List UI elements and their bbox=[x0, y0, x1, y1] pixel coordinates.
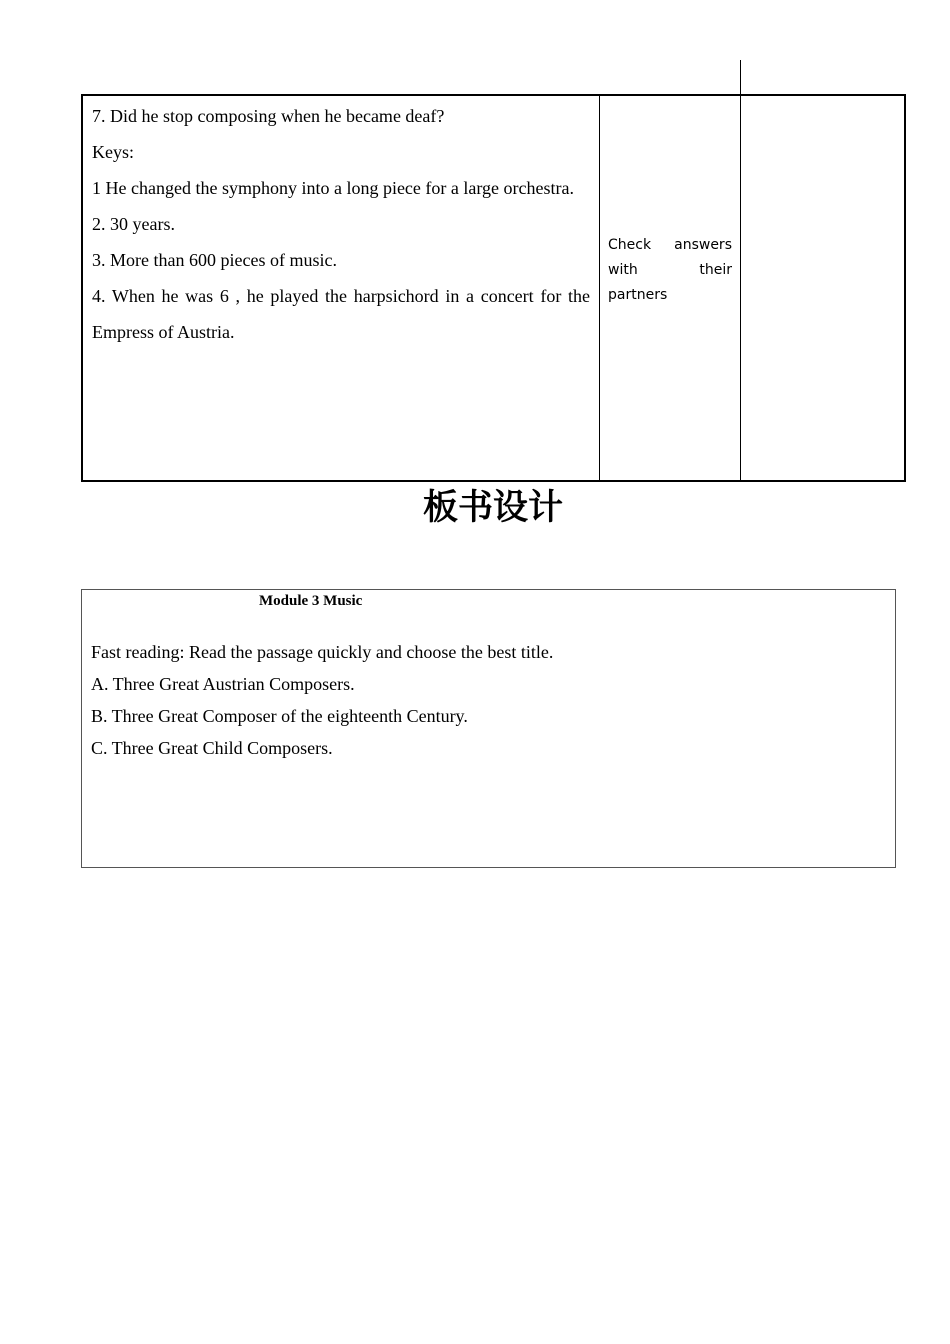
question-line: 7. Did he stop composing when he became deaf? bbox=[92, 106, 445, 126]
section-title: 板书设计 bbox=[422, 488, 563, 528]
keys-label: Keys: bbox=[92, 142, 134, 162]
answer-line: 1 He changed the symphony into a long piece for a large orchestra. bbox=[92, 178, 575, 198]
answer-line: 3. More than 600 pieces of music. bbox=[92, 250, 337, 270]
content-column bbox=[83, 96, 600, 480]
board-lines bbox=[91, 636, 553, 764]
lesson-table bbox=[81, 94, 906, 482]
purpose-column bbox=[741, 96, 904, 480]
activity-column bbox=[600, 60, 741, 480]
board-line: B. Three Great Composer of the eighteenth Century. bbox=[91, 706, 468, 726]
answer-line: 4. When he was 6 , he played the harpsichord in a concert for the Empress of Austria. bbox=[92, 286, 590, 342]
board-line: A. Three Great Austrian Composers. bbox=[91, 674, 355, 694]
activity-text: Check answers with their partners bbox=[608, 236, 732, 303]
answer-line: 2. 30 years. bbox=[92, 214, 175, 234]
board-heading: Module 3 Music bbox=[259, 593, 363, 609]
board-line: Fast reading: Read the passage quickly and choose the best title. bbox=[91, 642, 554, 662]
board-design-box bbox=[81, 589, 896, 868]
board-line: C. Three Great Child Composers. bbox=[91, 738, 333, 758]
